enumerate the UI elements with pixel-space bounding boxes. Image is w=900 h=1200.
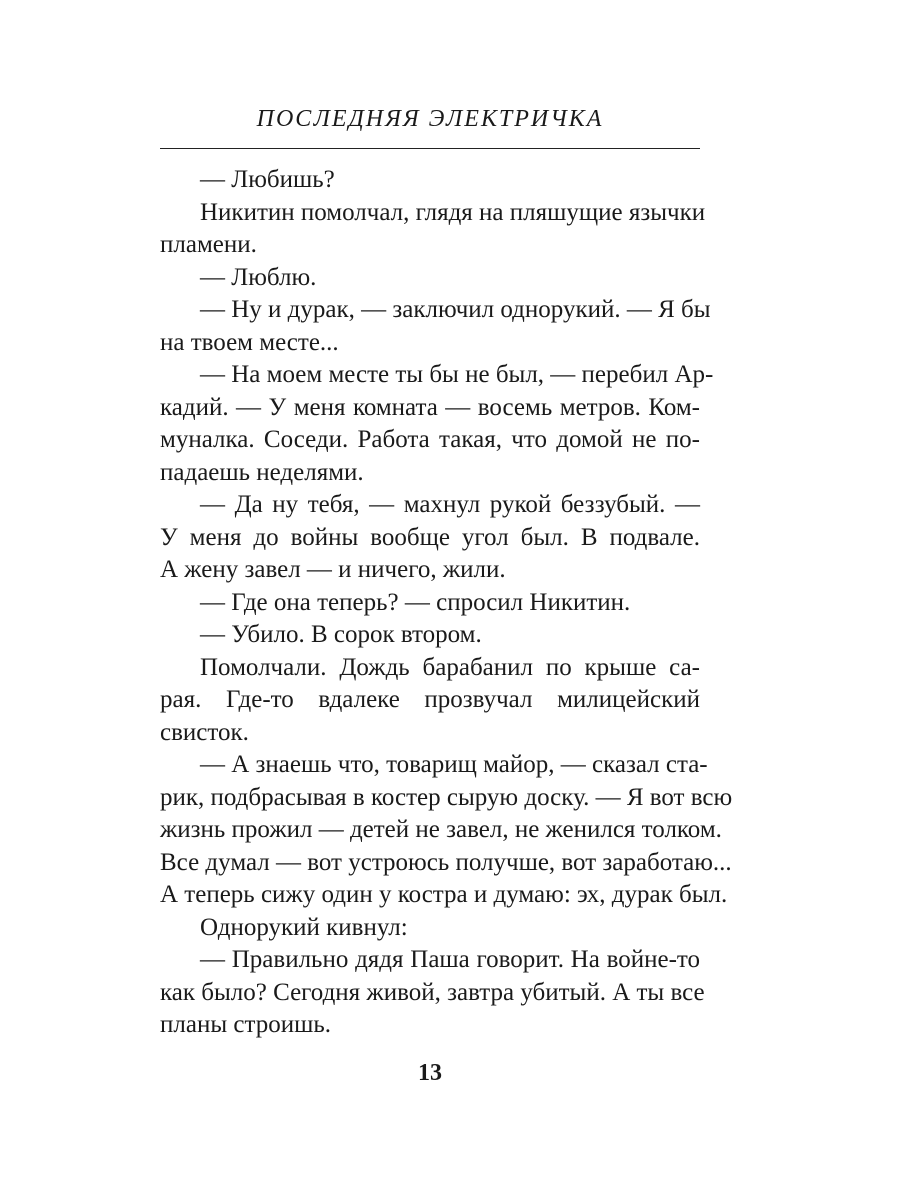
text-line: — Убило. В сорок втором. [200, 621, 482, 648]
text-line: рик, подбрасывая в костер сырую доску. — Я вот всю [160, 783, 733, 811]
running-head: ПОСЛЕДНЯЯ ЭЛЕКТРИЧКА [256, 106, 604, 132]
text-line: — А знаешь что, товарищ майор, — сказал ста- [200, 751, 708, 778]
text-line: рая. Где-то вдалеке прозвучал милицейский [160, 686, 700, 713]
text-line: на твоем месте... [160, 328, 339, 356]
text-line: — Любишь? [200, 166, 335, 193]
text-line: — Люблю. [200, 263, 317, 291]
text-line: как было? Сегодня живой, завтра убитый. А ты все [160, 978, 705, 1006]
text-line: пламени. [160, 231, 257, 258]
text-line: кадий. — У меня комната — восемь метров. Ком- [160, 393, 700, 421]
text-line: падаешь неделями. [160, 458, 364, 486]
body-text [160, 164, 733, 1042]
page-number: 13 [418, 1060, 442, 1086]
text-line: А жену завел — и ничего, жили. [160, 556, 506, 583]
text-line: Никитин помолчал, глядя на пляшущие язычки [200, 198, 706, 226]
header-rule [160, 148, 700, 149]
text-line: Помолчали. Дождь барабанил по крыше са- [200, 653, 700, 681]
text-line: жизнь прожил — детей не завел, не женился толком. [160, 816, 722, 843]
text-line: свисток. [160, 718, 249, 746]
text-line: муналка. Соседи. Работа такая, что домой не по- [160, 426, 700, 453]
text-line: — Где она теперь? — спросил Никитин. [200, 588, 631, 616]
text-line: планы строишь. [160, 1011, 331, 1038]
text-line: Однорукий кивнул: [200, 913, 408, 941]
text-line: — Да ну тебя, — махнул рукой беззубый. — [200, 491, 700, 518]
text-line: У меня до войны вообще угол был. В подвале. [160, 523, 700, 551]
text-line: Все думал — вот устроюсь получше, вот заработаю... [160, 848, 732, 876]
text-line: — Ну и дурак, — заключил однорукий. — Я бы [200, 296, 711, 323]
text-line: — Правильно дядя Паша говорит. На войне-то [200, 946, 700, 973]
text-line: А теперь сижу один у костра и думаю: эх, дурак был. [160, 881, 728, 908]
text-line: — На моем месте ты бы не был, — перебил Ар- [200, 361, 714, 388]
